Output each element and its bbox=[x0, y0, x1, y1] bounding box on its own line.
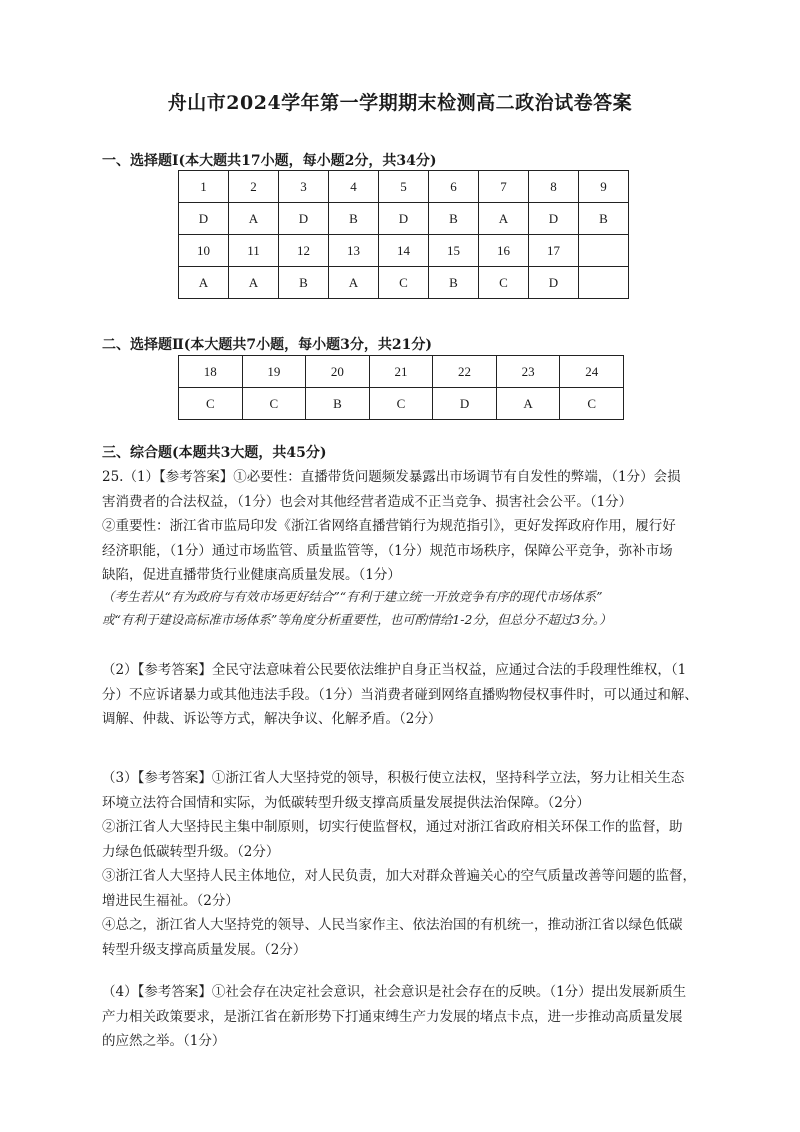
note-line: （考生若从“有为政府与有效市场更好结合”“有利于建立统一开放竞争有序的现代市场体系” bbox=[102, 589, 603, 604]
question-number-cell: 14 bbox=[379, 235, 429, 267]
question-number-cell: 11 bbox=[229, 235, 279, 267]
question-number-cell: 6 bbox=[429, 171, 479, 203]
text-line: ②浙江省人大坚持民主集中制原则，切实行使监督权，通过对浙江省政府相关环保工作的监督，助 bbox=[102, 819, 683, 835]
table-row bbox=[179, 267, 629, 299]
table-row bbox=[179, 388, 624, 420]
question-number-cell bbox=[579, 235, 629, 267]
page-title: 舟山市2024学年第一学期期末检测高二政治试卷答案 bbox=[167, 92, 633, 114]
question-number-cell: 4 bbox=[329, 171, 379, 203]
question-number-cell: 15 bbox=[429, 235, 479, 267]
q25-part2 bbox=[102, 658, 702, 732]
text-line: 环境立法符合国情和实际，为低碳转型升级支撑高质量发展提供法治保障。（2分） bbox=[102, 794, 590, 811]
answer-cell: D bbox=[279, 203, 329, 235]
q25-part4 bbox=[102, 980, 702, 1054]
answer-cell: A bbox=[229, 203, 279, 235]
text-line: 调解、仲裁、诉讼等方式，解决争议、化解矛盾。（2分） bbox=[102, 711, 442, 727]
answer-cell: C bbox=[369, 388, 433, 420]
question-number-cell: 7 bbox=[479, 171, 529, 203]
question-number-cell: 23 bbox=[496, 356, 560, 388]
answer-cell: A bbox=[179, 267, 229, 299]
text-line: ③浙江省人大坚持人民主体地位，对人民负责，加大对群众普遍关心的空气质量改善等问题的监督， bbox=[102, 868, 696, 884]
text-line: 增进民生福祉。（2分） bbox=[102, 892, 239, 909]
table-row bbox=[179, 203, 629, 235]
table-row bbox=[179, 235, 629, 267]
text-line: 的应然之举。（1分） bbox=[102, 1033, 226, 1049]
q25-part1-note bbox=[102, 585, 702, 631]
text-line: 25.（1）【参考答案】①必要性：直播带货问题频发暴露出市场调节有自发性的弊端，（1分）会损 bbox=[102, 469, 681, 485]
section1-heading: 一、选择题Ⅰ(本大题共17小题，每小题2分，共34分) bbox=[102, 153, 437, 169]
answer-cell: B bbox=[306, 388, 370, 420]
question-number-cell: 24 bbox=[560, 356, 624, 388]
text-line: 力绿色低碳转型升级。（2分） bbox=[102, 843, 280, 860]
answer-cell: A bbox=[329, 267, 379, 299]
answer-cell bbox=[579, 267, 629, 299]
answer-cell: B bbox=[279, 267, 329, 299]
answer-cell: B bbox=[429, 267, 479, 299]
answer-cell: B bbox=[429, 203, 479, 235]
section2-heading: 二、选择题Ⅱ(本大题共7小题，每小题3分，共21分) bbox=[102, 337, 433, 353]
question-number-cell: 3 bbox=[279, 171, 329, 203]
table-row bbox=[179, 171, 629, 203]
section3-heading: 三、综合题(本题共3大题，共45分) bbox=[102, 445, 327, 461]
answer-table-1 bbox=[178, 170, 629, 299]
text-line: ④总之，浙江省人大坚持党的领导、人民当家作主、依法治国的有机统一，推动浙江省以绿色低碳 bbox=[102, 917, 683, 933]
table-row bbox=[179, 356, 624, 388]
answer-cell: C bbox=[479, 267, 529, 299]
text-line: 害消费者的合法权益，（1分）也会对其他经营者造成不正当竞争、损害社会公平。（1分） bbox=[102, 493, 633, 510]
text-line: 转型升级支撑高质量发展。（2分） bbox=[102, 941, 307, 958]
answer-cell: C bbox=[242, 388, 306, 420]
answer-cell: D bbox=[179, 203, 229, 235]
text-line: （3）【参考答案】①浙江省人大坚持党的领导，积极行使立法权，坚持科学立法，努力让相关生态 bbox=[102, 770, 685, 786]
text-line: （4）【参考答案】①社会存在决定社会意识，社会意识是社会存在的反映。（1分）提出发展新质生 bbox=[102, 984, 687, 1000]
question-number-cell: 22 bbox=[433, 356, 497, 388]
question-number-cell: 17 bbox=[529, 235, 579, 267]
answer-table-2 bbox=[178, 355, 624, 420]
answer-cell: A bbox=[229, 267, 279, 299]
text-line: 分）不应诉诸暴力或其他违法手段。（1分）当消费者碰到网络直播购物侵权事件时，可以通过和解、 bbox=[102, 686, 698, 703]
note-line: 或“有利于建设高标准市场体系”等角度分析重要性，也可酌情给1-2分，但总分不超过3分。） bbox=[102, 612, 612, 627]
answer-cell: B bbox=[579, 203, 629, 235]
q25-part1 bbox=[102, 465, 702, 588]
question-number-cell: 20 bbox=[306, 356, 370, 388]
question-number-cell: 9 bbox=[579, 171, 629, 203]
question-number-cell: 5 bbox=[379, 171, 429, 203]
question-number-cell: 10 bbox=[179, 235, 229, 267]
question-number-cell: 16 bbox=[479, 235, 529, 267]
question-number-cell: 21 bbox=[369, 356, 433, 388]
answer-cell: A bbox=[479, 203, 529, 235]
answer-cell: D bbox=[433, 388, 497, 420]
text-line: 产力相关政策要求，是浙江省在新形势下打通束缚生产力发展的堵点卡点，进一步推动高质量发展 bbox=[102, 1008, 683, 1025]
q25-part3 bbox=[102, 766, 702, 962]
text-line: 经济职能，（1分）通过市场监管、质量监管等，（1分）规范市场秩序，保障公平竞争，弥补市场 bbox=[102, 542, 673, 559]
answer-cell: C bbox=[560, 388, 624, 420]
answer-cell: D bbox=[529, 267, 579, 299]
answer-cell: C bbox=[379, 267, 429, 299]
answer-cell: D bbox=[529, 203, 579, 235]
answer-cell: D bbox=[379, 203, 429, 235]
answer-cell: B bbox=[329, 203, 379, 235]
text-line: 缺陷，促进直播带货行业健康高质量发展。（1分） bbox=[102, 567, 401, 583]
question-number-cell: 12 bbox=[279, 235, 329, 267]
answer-cell: C bbox=[179, 388, 243, 420]
answer-cell: A bbox=[496, 388, 560, 420]
question-number-cell: 19 bbox=[242, 356, 306, 388]
text-line: （2）【参考答案】全民守法意味着公民要依法维护自身正当权益，应通过合法的手段理性维权，（1 bbox=[102, 662, 687, 678]
text-line: ②重要性：浙江省市监局印发《浙江省网络直播营销行为规范指引》，更好发挥政府作用，履行好 bbox=[102, 518, 676, 534]
question-number-cell: 2 bbox=[229, 171, 279, 203]
question-number-cell: 1 bbox=[179, 171, 229, 203]
question-number-cell: 13 bbox=[329, 235, 379, 267]
question-number-cell: 18 bbox=[179, 356, 243, 388]
question-number-cell: 8 bbox=[529, 171, 579, 203]
